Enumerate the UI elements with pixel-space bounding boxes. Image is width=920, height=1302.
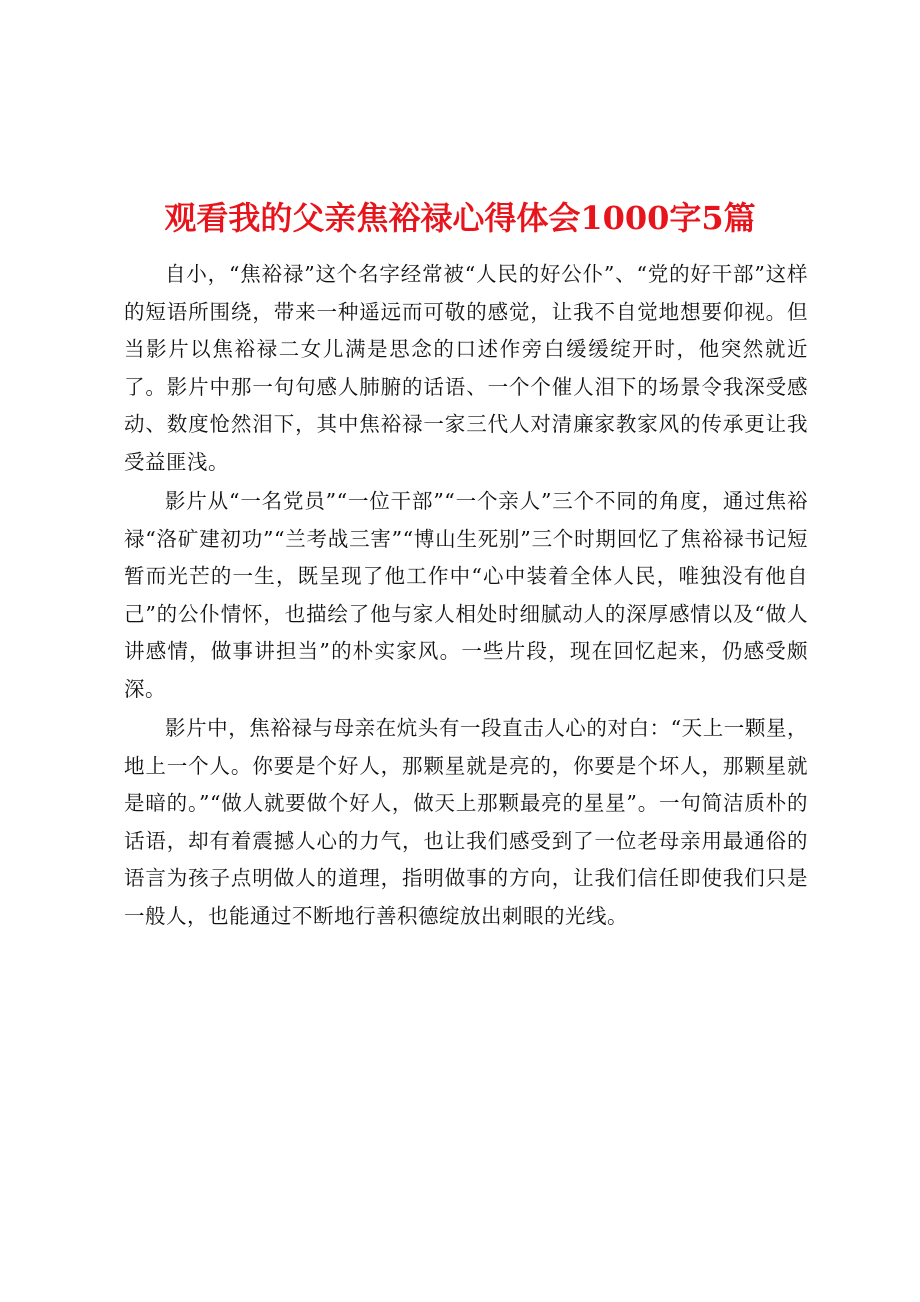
- document-title: 观看我的父亲焦裕禄心得体会1000字5篇: [164, 199, 756, 237]
- paragraph-1: 自小，“焦裕禄”这个名字经常被“人民的好公仆”、“党的好干部”这样的短语所围绕，带来一种遥远而可敬的感觉，让我不自觉地想要仰视。但当影片以焦裕禄二女儿满是思念的口述作旁白缓缓绽开时，他突然就近了。影片中那一句句感人肺腑的话语、一个个催人泪下的场景令我深受感动、数度怆然泪下，其中焦裕禄一家三代人对清廉家教家风的传承更让我受益匪浅。: [124, 262, 808, 474]
- paragraph-3: 影片中，焦裕禄与母亲在炕头有一段直击人心的对白：“天上一颗星，地上一个人。你要是个好人，那颗星就是亮的，你要是个坏人，那颗星就是暗的。”“做人就要做个好人，做天上那颗最亮的星星”。一句简洁质朴的话语，却有着震撼人心的力气，也让我们感受到了一位老母亲用最通俗的语言为孩子点明做人的道理，指明做事的方向，让我们信任即使我们只是一般人，也能通过不断地行善积德绽放出刺眼的光线。: [124, 716, 808, 928]
- document-body: [124, 256, 808, 935]
- paragraph-2: 影片从“一名党员”“一位干部”“一个亲人”三个不同的角度，通过焦裕禄“洛矿建初功”“兰考战三害”“博山生死别”三个时期回忆了焦裕禄书记短暂而光芒的一生，既呈现了他工作中“心中装着全体人民，唯独没有他自己”的公仆情怀，也描绘了他与家人相处时细腻动人的深厚感情以及“做人讲感情，做事讲担当”的朴实家风。一些片段，现在回忆起来，仍感受颇深。: [124, 489, 808, 701]
